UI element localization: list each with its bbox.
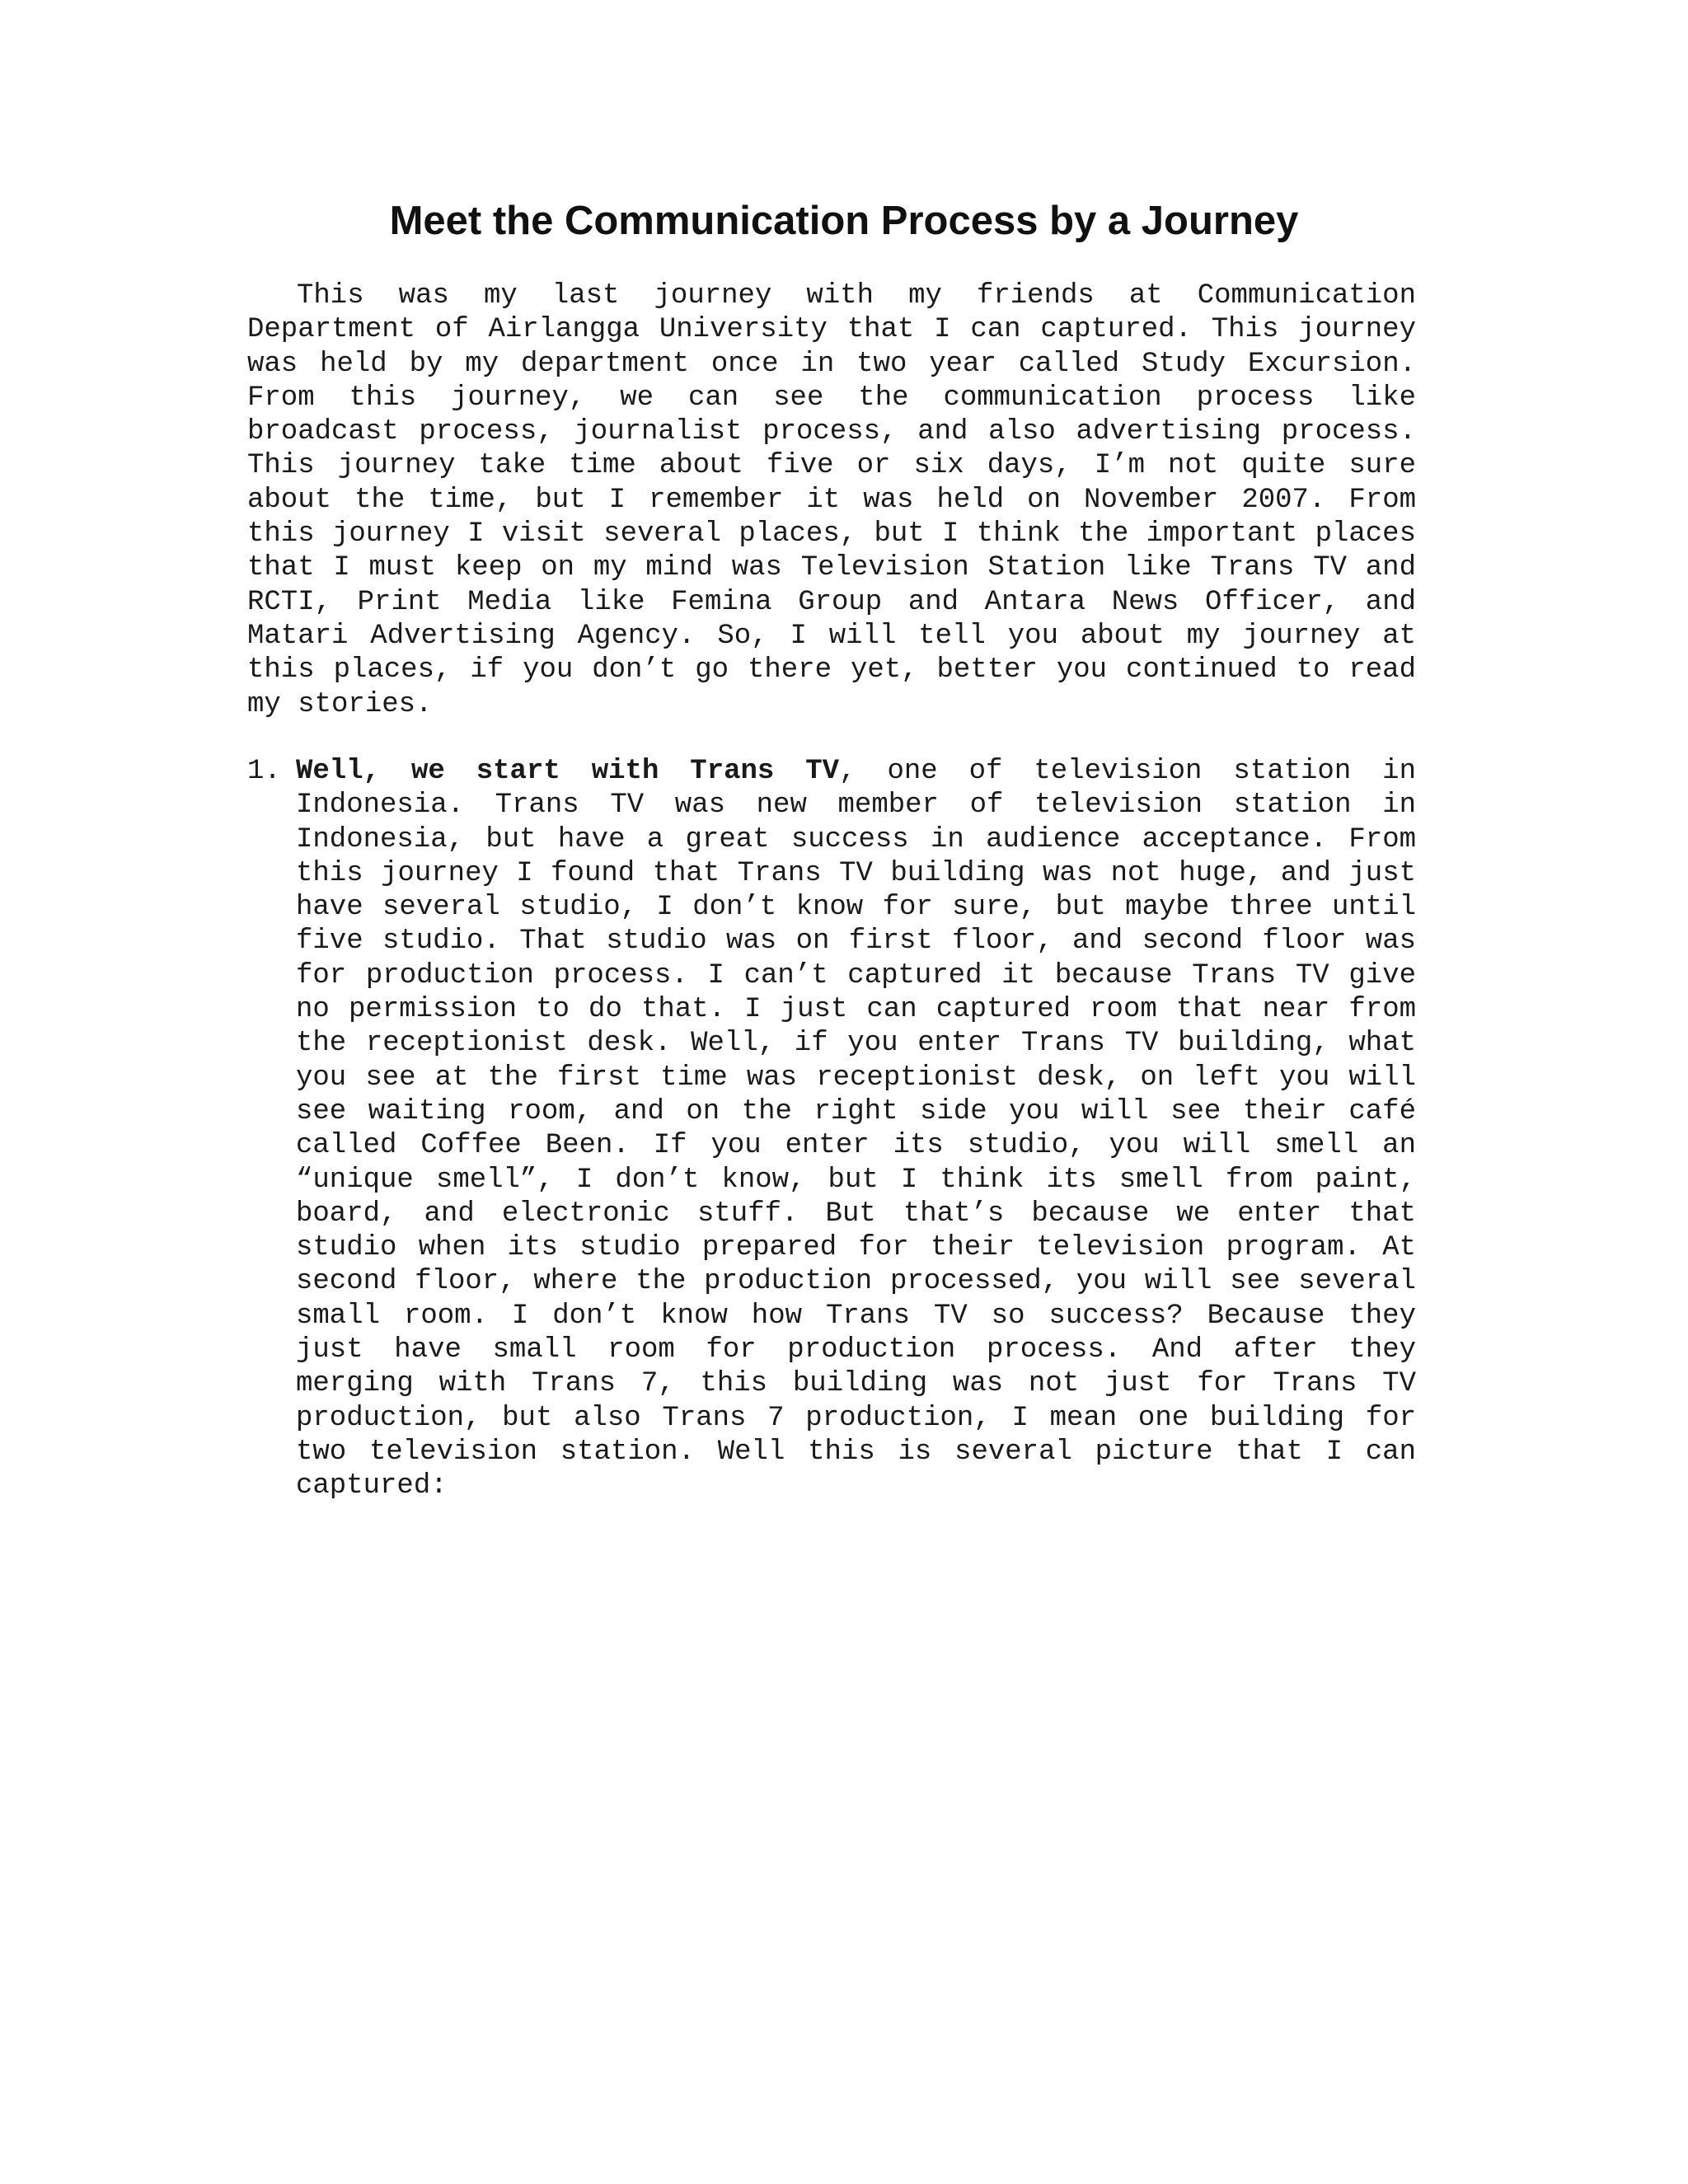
page-title: Meet the Communication Process by a Journey: [389, 199, 1299, 243]
list-item-text: , one of television station in Indonesia. Trans TV was new member of television station in Indonesia, but have a great success in audience acceptance. From this journey I found that Trans TV building was not huge, and just have several studio, I don’t know for sure, but maybe three until five studio. That studio was on first floor, and second floor was for production process. I can’t captured it because Trans TV give no permission to do that. I just can captured room that near from the receptionist desk. Well, if you enter Trans TV building, what you see at the first time was receptionist desk, on left you will see waiting room, and on the right side you will see their café called Coffee Been. If you enter its studio, you will smell an “unique smell”, I don’t know, but I think its smell from paint, board, and electronic stuff. But that’s because we enter that studio when its studio prepared for their television program. At second floor, where the production processed, you will see several small room. I don’t know how Trans TV so success? Because they just have small room for production process. And after they merging with Trans 7, this building was not just for Trans TV production, but also Trans 7 production, I mean one building for two television station. Well this is several picture that I can captured:: [296, 756, 1416, 1502]
list-item: [296, 755, 1416, 1504]
intro-paragraph: This was my last journey with my friends at Communication Department of Airlangga University that I can captured. This journey was held by my department once in two year called Study Excursion. From this journey, we can see the communication process like broadcast process, journalist process, and also advertising process. This journey take time about five or six days, I’m not quite sure about the time, but I remember it was held on November 2007. From this journey I visit several places, but I think the important places that I must keep on my mind was Television Station like Trans TV and RCTI, Print Media like Femina Group and Antara News Officer, and Matari Advertising Agency. So, I will tell you about my journey at this places, if you don’t go there yet, better you continued to read my stories.: [247, 280, 1416, 720]
list-item-lead: Well, we start with Trans TV: [296, 756, 840, 787]
list-item-number: 1.: [247, 756, 281, 787]
